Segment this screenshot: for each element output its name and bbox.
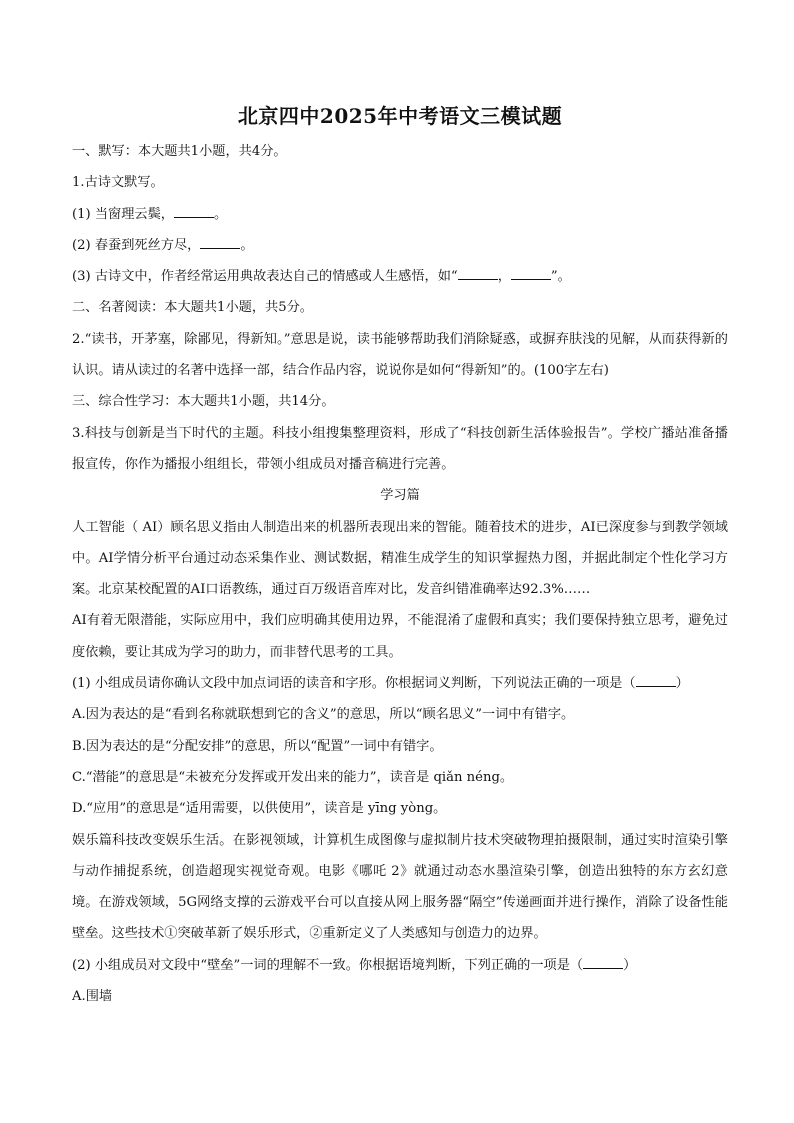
question-2: 2.“读书，开茅塞，除鄙见，得新知。”意思是说，读书能够帮助我们消除疑惑，或摒弃肤浅的见解，从而获得新的认识。请从读过的名著中选择一部，结合作品内容，说说你是如何“得新知”的。(100字左右): [72, 331, 728, 379]
section-2-heading: 二、名著阅读：本大题共1小题，共5分。: [72, 300, 313, 316]
option-a-2: A.围墙: [72, 989, 113, 1005]
section-1-heading: 一、默写：本大题共1小题，共4分。: [72, 144, 287, 159]
section-3-heading: 三、综合性学习：本大题共1小题，共14分。: [72, 394, 335, 410]
document-page: [72, 102, 728, 1012]
passage-ai-2: AI有着无限潜能，实际应用中，我们应明确其使用边界，不能混淆了虚假和真实；我们要保持独立思考，避免过度依赖，要让其成为学习的助力，而非替代思考的工具。: [72, 613, 728, 660]
answer-blank[interactable]: [200, 234, 240, 249]
question-1-1: (1) 当窗理云鬓， 。: [72, 199, 728, 230]
sub-question-1: (1) 小组成员请你确认文段中加点词语的读音和字形。你根据词义判断，下列说法正确的一项是（ ）: [72, 668, 728, 699]
answer-blank[interactable]: [636, 672, 676, 687]
option-a: A.因为表达的是“看到名称就联想到它的含义”的意思，所以“顾名思义”一词中有错字。: [72, 707, 575, 723]
passage-ai-1: 人工智能（ AI）顾名思义指由人制造出来的机器所表现出来的智能。随着技术的进步，AI已深度参与到教学领域中。AI学情分析平台通过动态采集作业、测试数据，精准生成学生的知识掌握热力图，并据此制定个性化学习方案。北京某校配置的AI口语教练，通过百万级语音库对比，发音纠错准确率达92.3%……: [72, 519, 728, 598]
question-1-3: (3) 古诗文中，作者经常运用典故表达自己的情感或人生感悟，如“ ， ”。: [72, 261, 728, 292]
answer-blank[interactable]: [174, 203, 214, 218]
answer-blank[interactable]: [511, 265, 551, 280]
question-1: 1.古诗文默写。: [72, 175, 164, 191]
page-title: 北京四中2025年中考语文三模试题: [237, 104, 563, 128]
subtitle-study: 学习篇: [380, 488, 420, 504]
passage-entertainment: 娱乐篇科技改变娱乐生活。在影视领域，计算机生成图像与虚拟制片技术突破物理拍摄限制，通过实时渲染引擎与动作捕捉系统，创造超现实视觉奇观。电影《哪吒 2》就通过动态水墨渲染引擎，创造出独特的东方玄幻意境。在游戏领域，5G网络支撑的云游戏平台可以直接从网上服务器“隔空”传递画面并进行操作，消除了设备性能壁垒。这些技术①突破革新了娱乐形式，②重新定义了人类感知与创造力的边界。: [72, 832, 728, 942]
answer-blank[interactable]: [458, 265, 498, 280]
answer-blank[interactable]: [583, 954, 623, 969]
option-b: B.因为表达的是“分配安排”的意思，所以“配置”一词中有错字。: [72, 738, 443, 754]
question-1-2: (2) 春蚕到死丝方尽， 。: [72, 230, 728, 261]
option-d: D.“应用”的意思是“适用需要，以供使用”，读音是 yīng yòng。: [72, 801, 447, 817]
question-3: 3.科技与创新是当下时代的主题。科技小组搜集整理资料，形成了“科技创新生活体验报告”。学校广播站准备播报宣传，你作为播报小组组长，带领小组成员对播音稿进行完善。: [72, 425, 728, 472]
option-c: C.“潜能”的意思是“未被充分发挥或开发出来的能力”，读音是 qiǎn néng。: [72, 769, 514, 785]
sub-question-2: (2) 小组成员对文段中“壁垒”一词的理解不一致。你根据语境判断，下列正确的一项是（ ）: [72, 950, 728, 981]
